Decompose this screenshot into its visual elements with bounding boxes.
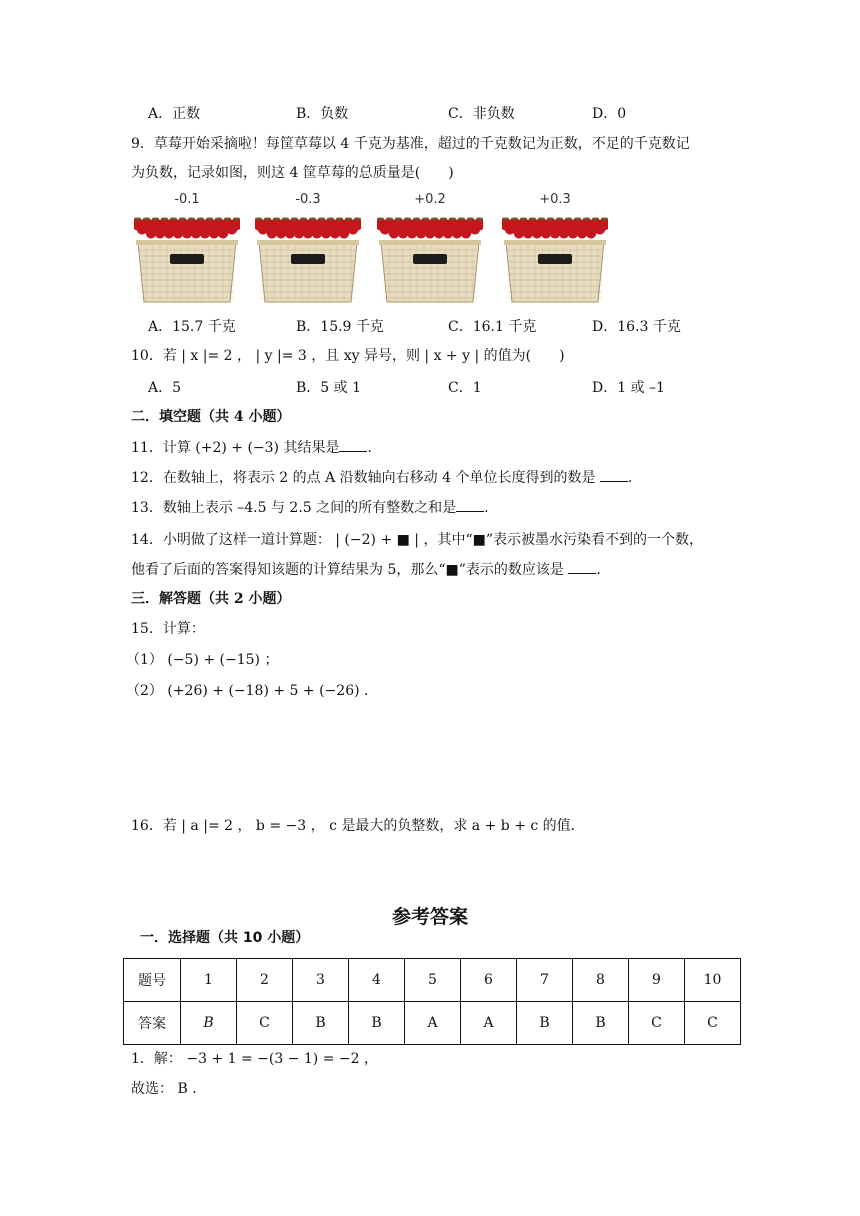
strawberry-basket-icon [255, 212, 361, 304]
table-cell-number: 7 [517, 959, 573, 1002]
strawberry-baskets-figure [134, 192, 614, 312]
q10-options [148, 378, 748, 398]
table-cell-number: 1 [181, 959, 237, 1002]
table-cell-number: 9 [629, 959, 685, 1002]
q8-option-c: C．非负数 [448, 106, 515, 122]
q15-part2: （2） (+26) + (−18) + 5 + (−26) ． [126, 683, 379, 699]
table-cell-number: 3 [293, 959, 349, 1002]
table-cell-number: 4 [349, 959, 405, 1002]
q11-end: . [367, 440, 372, 456]
strawberry-basket-icon [377, 212, 483, 304]
basket-handle-hole [291, 254, 325, 264]
q13 [131, 498, 489, 518]
section2-title: 二．填空题（共 4 小题） [131, 409, 291, 425]
basket-label-2: -0.3 [295, 192, 321, 207]
table-cell-number: 8 [573, 959, 629, 1002]
answer-table-answer-row [124, 1002, 741, 1045]
table-cell-answer: A [461, 1002, 517, 1045]
q12-text: 12．在数轴上，将表示 2 的点 A 沿数轴向右移动 4 个单位长度得到的数是 [131, 470, 600, 486]
basket-label-1: -0.1 [174, 192, 200, 207]
q8-options [148, 104, 748, 124]
basket-label-4: +0.3 [539, 192, 571, 207]
answer-table-header-row [124, 959, 741, 1002]
q9-option-d: D．16.3 千克 [592, 319, 681, 335]
basket-1 [134, 192, 240, 307]
solution1-line1: 1．解： −3 + 1 = −(3 − 1) = −2 ， [131, 1051, 378, 1067]
table-cell-answer: B [293, 1002, 349, 1045]
q14-text: 他看了后面的答案得知该题的计算结果为 5，那么“■”表示的数应该是 [131, 562, 569, 578]
q11-blank [339, 439, 367, 452]
q13-end: . [484, 500, 489, 516]
table-cell-answer: B [181, 1002, 237, 1045]
table-cell-answer: B [517, 1002, 573, 1045]
table-cell-number: 6 [461, 959, 517, 1002]
q14-line1: 14．小明做了这样一道计算题： | (−2) + ■ | ，其中“■”表示被墨水污染看不到的一个数， [131, 532, 704, 548]
basket-2 [255, 192, 361, 307]
q12 [131, 468, 632, 488]
basket-rim [136, 240, 238, 245]
table-answer-label: 答案 [124, 1002, 181, 1045]
basket-body [138, 242, 236, 302]
basket-handle-hole [170, 254, 204, 264]
basket-handle-hole [538, 254, 572, 264]
q9-text-line1: 9．草莓开始采摘啦！每筐草莓以 4 千克为基准，超过的千克数记为正数，不足的千克数记 [131, 136, 690, 152]
q10-option-c: C．1 [448, 380, 482, 396]
q16-text: 16．若 | a |= 2 ， b = −3 ， c 是最大的负整数，求 a + b + c 的值． [131, 818, 585, 834]
q9-text-line2: 为负数，记录如图，则这 4 筐草莓的总质量是( ) [131, 165, 454, 181]
answers-section1-title: 一．选择题（共 10 小题） [140, 930, 310, 946]
basket-rim [504, 240, 606, 245]
q12-end: . [627, 470, 633, 486]
basket-4 [502, 192, 608, 307]
strawberry-basket-icon [134, 212, 240, 304]
q14-blank [568, 561, 596, 574]
q15-part1: （1） (−5) + (−15) ； [126, 652, 279, 668]
answer-table [123, 958, 741, 1045]
q13-blank [456, 499, 484, 512]
q8-option-a: A．正数 [148, 106, 201, 122]
basket-label-3: +0.2 [414, 192, 446, 207]
table-cell-number: 10 [685, 959, 741, 1002]
basket-body [381, 242, 479, 302]
basket-3 [377, 192, 483, 307]
table-cell-answer: B [349, 1002, 405, 1045]
table-cell-number: 2 [237, 959, 293, 1002]
q9-option-a: A．15.7 千克 [148, 319, 236, 335]
q10-option-b: B．5 或 1 [296, 380, 362, 396]
q14-line2 [131, 560, 601, 580]
table-cell-number: 5 [405, 959, 461, 1002]
table-header-label: 题号 [124, 959, 181, 1002]
q15-title: 15．计算： [131, 621, 205, 637]
basket-body [506, 242, 604, 302]
table-cell-answer: C [237, 1002, 293, 1045]
basket-handle-hole [413, 254, 447, 264]
solution1-line2: 故选： B ． [131, 1081, 207, 1097]
q8-option-d: D．0 [592, 106, 627, 122]
q11-text: 11．计算 (+2) + (−3) 其结果是 [131, 440, 340, 456]
answers-title: 参考答案 [391, 906, 468, 928]
table-cell-answer: B [573, 1002, 629, 1045]
q10-text: 10．若 | x |= 2 ， | y |= 3 ，且 xy 异号，则 | x + y | 的值为( ) [131, 348, 565, 364]
table-cell-answer: C [629, 1002, 685, 1045]
q13-text: 13．数轴上表示 –4.5 与 2.5 之间的所有整数之和是 [131, 500, 457, 516]
q9-options [148, 317, 748, 337]
basket-rim [257, 240, 359, 245]
q11 [131, 438, 372, 458]
q14-end: . [596, 562, 601, 578]
strawberry-basket-icon [502, 212, 608, 304]
q12-blank [600, 469, 628, 482]
q9-option-c: C．16.1 千克 [448, 319, 537, 335]
basket-body [259, 242, 357, 302]
q8-option-b: B．负数 [296, 106, 349, 122]
table-cell-answer: C [685, 1002, 741, 1045]
table-cell-answer: A [405, 1002, 461, 1045]
q10-option-d: D．1 或 –1 [592, 380, 665, 396]
q9-option-b: B．15.9 千克 [296, 319, 384, 335]
basket-rim [379, 240, 481, 245]
section3-title: 三．解答题（共 2 小题） [131, 591, 291, 607]
q10-option-a: A．5 [148, 380, 182, 396]
